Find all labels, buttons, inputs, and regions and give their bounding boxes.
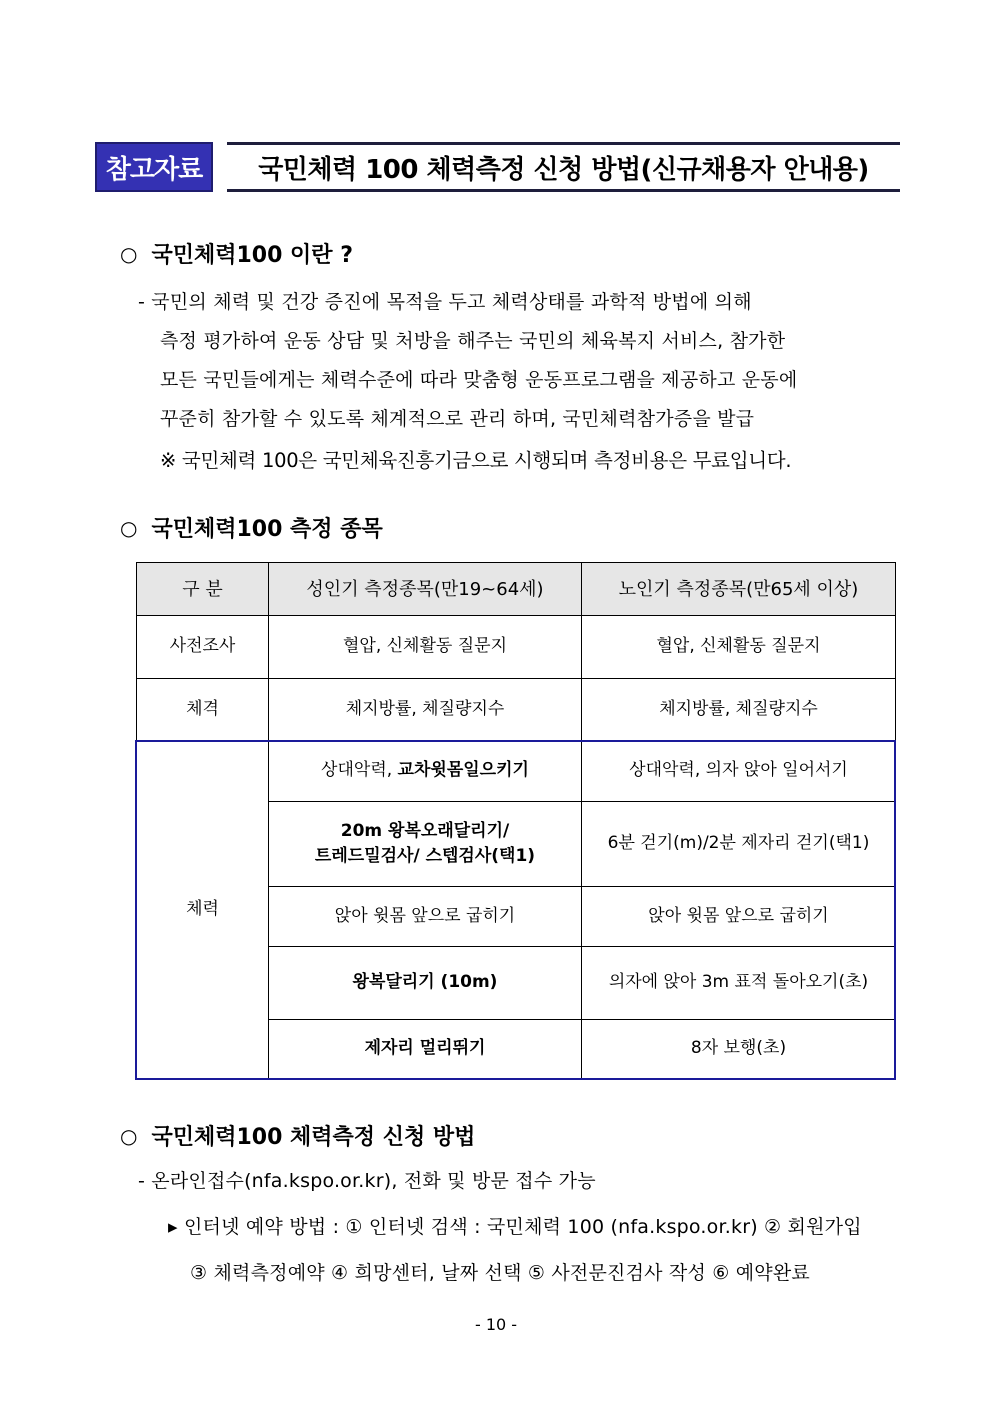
row-senior: 의자에 앉아 3m 표적 돌아오기(초): [582, 947, 896, 1020]
circle-bullet-icon: ○: [120, 1123, 138, 1148]
description-line-2: 측정 평가하여 운동 상담 및 처방을 해주는 국민의 체육복지 서비스, 참가한: [160, 330, 786, 352]
row-senior: 혈압, 신체활동 질문지: [582, 616, 896, 679]
row-adult: 혈압, 신체활동 질문지: [269, 616, 582, 679]
section-heading-what-is: [120, 238, 353, 269]
circle-bullet-icon: ○: [120, 515, 138, 540]
description-line-1: - 국민의 체력 및 건강 증진에 목적을 두고 체력상태를 과학적 방법에 의해: [138, 291, 752, 313]
adult-grip-text: 상대악력,: [321, 760, 398, 781]
online-reservation-steps-line-1: ▸ 인터넷 예약 방법 : ① 인터넷 검색 : 국민체력 100 (nfa.kspo.or.kr) ② 회원가입: [168, 1216, 862, 1238]
table-row: [137, 616, 896, 679]
row-adult: 체지방률, 체질량지수: [269, 679, 582, 741]
section-heading-text: 국민체력100 체력측정 신청 방법: [151, 1125, 476, 1150]
row-senior: 상대악력, 의자 앉아 일어서기: [582, 741, 896, 802]
header-adult: 성인기 측정종목(만19~64세): [269, 563, 582, 616]
fitness-category: 체력: [137, 741, 269, 1079]
row-senior: 8자 보행(초): [582, 1020, 896, 1079]
adult-situp-text: 교차윗몸일으키기: [397, 760, 529, 781]
row-adult: 앉아 윗몸 앞으로 굽히기: [269, 887, 582, 947]
description-line-4: 꾸준히 참가할 수 있도록 체계적으로 관리 하며, 국민체력참가증을 발급: [160, 408, 755, 430]
circle-bullet-icon: ○: [120, 241, 138, 266]
row-adult: [269, 741, 582, 802]
reference-badge: 참고자료: [95, 142, 213, 192]
online-reservation-steps-line-2: ③ 체력측정예약 ④ 희망센터, 날짜 선택 ⑤ 사전문진검사 작성 ⑥ 예약완료: [190, 1262, 810, 1284]
section-heading-application: [120, 1120, 475, 1151]
row-senior: 체지방률, 체질량지수: [582, 679, 896, 741]
section-heading-items: [120, 512, 383, 543]
row-senior: 6분 걷기(m)/2분 제자리 걷기(택1): [582, 802, 896, 887]
section-heading-text: 국민체력100 이란 ?: [151, 243, 353, 268]
adult-cardio-line-2: 트레드밀검사/ 스텝검사(택1): [314, 846, 536, 866]
row-adult: 제자리 멀리뛰기: [269, 1020, 582, 1079]
page-title: 국민체력 100 체력측정 신청 방법(신규채용자 안내용): [227, 142, 900, 192]
header-category: 구 분: [137, 563, 269, 616]
row-adult: [269, 802, 582, 887]
application-methods-line: - 온라인접수(nfa.kspo.or.kr), 전화 및 방문 접수 가능: [138, 1170, 596, 1192]
adult-cardio-line-1: 20m 왕복오래달리기/: [340, 820, 510, 841]
table-row: [137, 679, 896, 741]
measurement-items-table: [136, 562, 896, 1079]
description-line-3: 모든 국민들에게는 체력수준에 따라 맞춤형 운동프로그램을 제공하고 운동에: [160, 369, 798, 391]
row-category: 사전조사: [137, 616, 269, 679]
free-cost-note: ※ 국민체력 100은 국민체육진흥기금으로 시행되며 측정비용은 무료입니다.: [160, 449, 792, 472]
header-senior: 노인기 측정종목(만65세 이상): [582, 563, 896, 616]
table-row: [137, 741, 896, 802]
row-adult: 왕복달리기 (10m): [269, 947, 582, 1020]
section-heading-text: 국민체력100 측정 종목: [151, 517, 383, 542]
page-number: - 10 -: [474, 1315, 518, 1334]
row-category: 체격: [137, 679, 269, 741]
table-header-row: [137, 563, 896, 616]
row-senior: 앉아 윗몸 앞으로 굽히기: [582, 887, 896, 947]
